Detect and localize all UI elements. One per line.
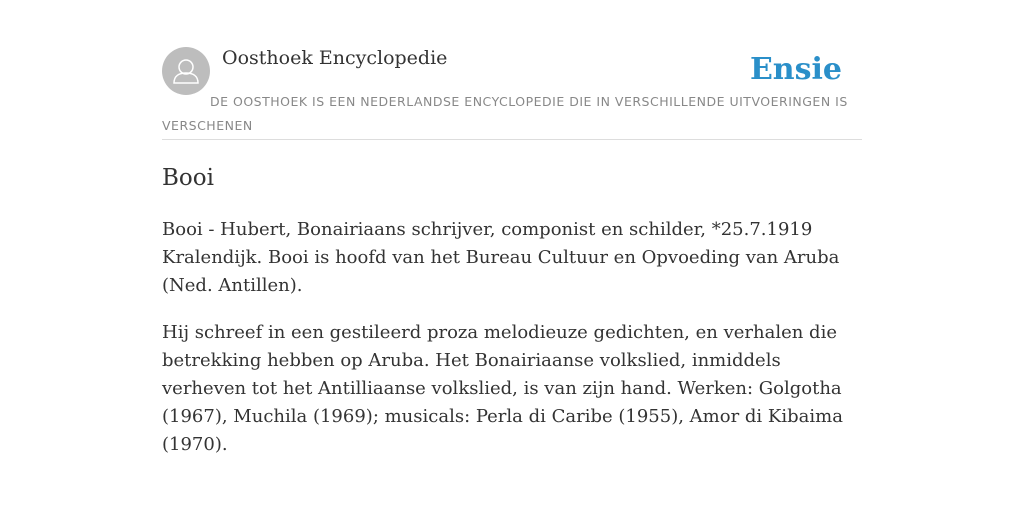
article	[162, 162, 862, 459]
site-name[interactable]: Oosthoek Encyclopedie	[222, 47, 448, 69]
article-title: Booi	[162, 165, 214, 191]
article-paragraph: Hij schreef in een gestileerd proza melodieuze gedichten, en verhalen die betrekking hebben op Aruba. Het Bonairiaanse volkslied, inmiddels verheven tot het Antilliaanse volkslied, is van zijn hand. Werken: Golgotha (1967), Muchila (1969); musicals: Perla di Caribe (1955), Amor di Kibaima (1970).	[162, 322, 843, 455]
article-paragraph: Booi - Hubert, Bonairiaans schrijver, componist en schilder, *25.7.1919 Kralendijk. Booi is hoofd van het Bureau Cultuur en Opvoeding van Aruba (Ned. Antillen).	[162, 219, 840, 296]
site-subtitle: DE OOSTHOEK IS EEN NEDERLANDSE ENCYCLOPEDIE DIE IN VERSCHILLENDE UITVOERINGEN IS VERSCHENEN	[162, 94, 848, 133]
brand-logo[interactable]: Ensie	[749, 52, 842, 87]
user-icon[interactable]	[162, 47, 210, 95]
site-header	[162, 46, 862, 140]
